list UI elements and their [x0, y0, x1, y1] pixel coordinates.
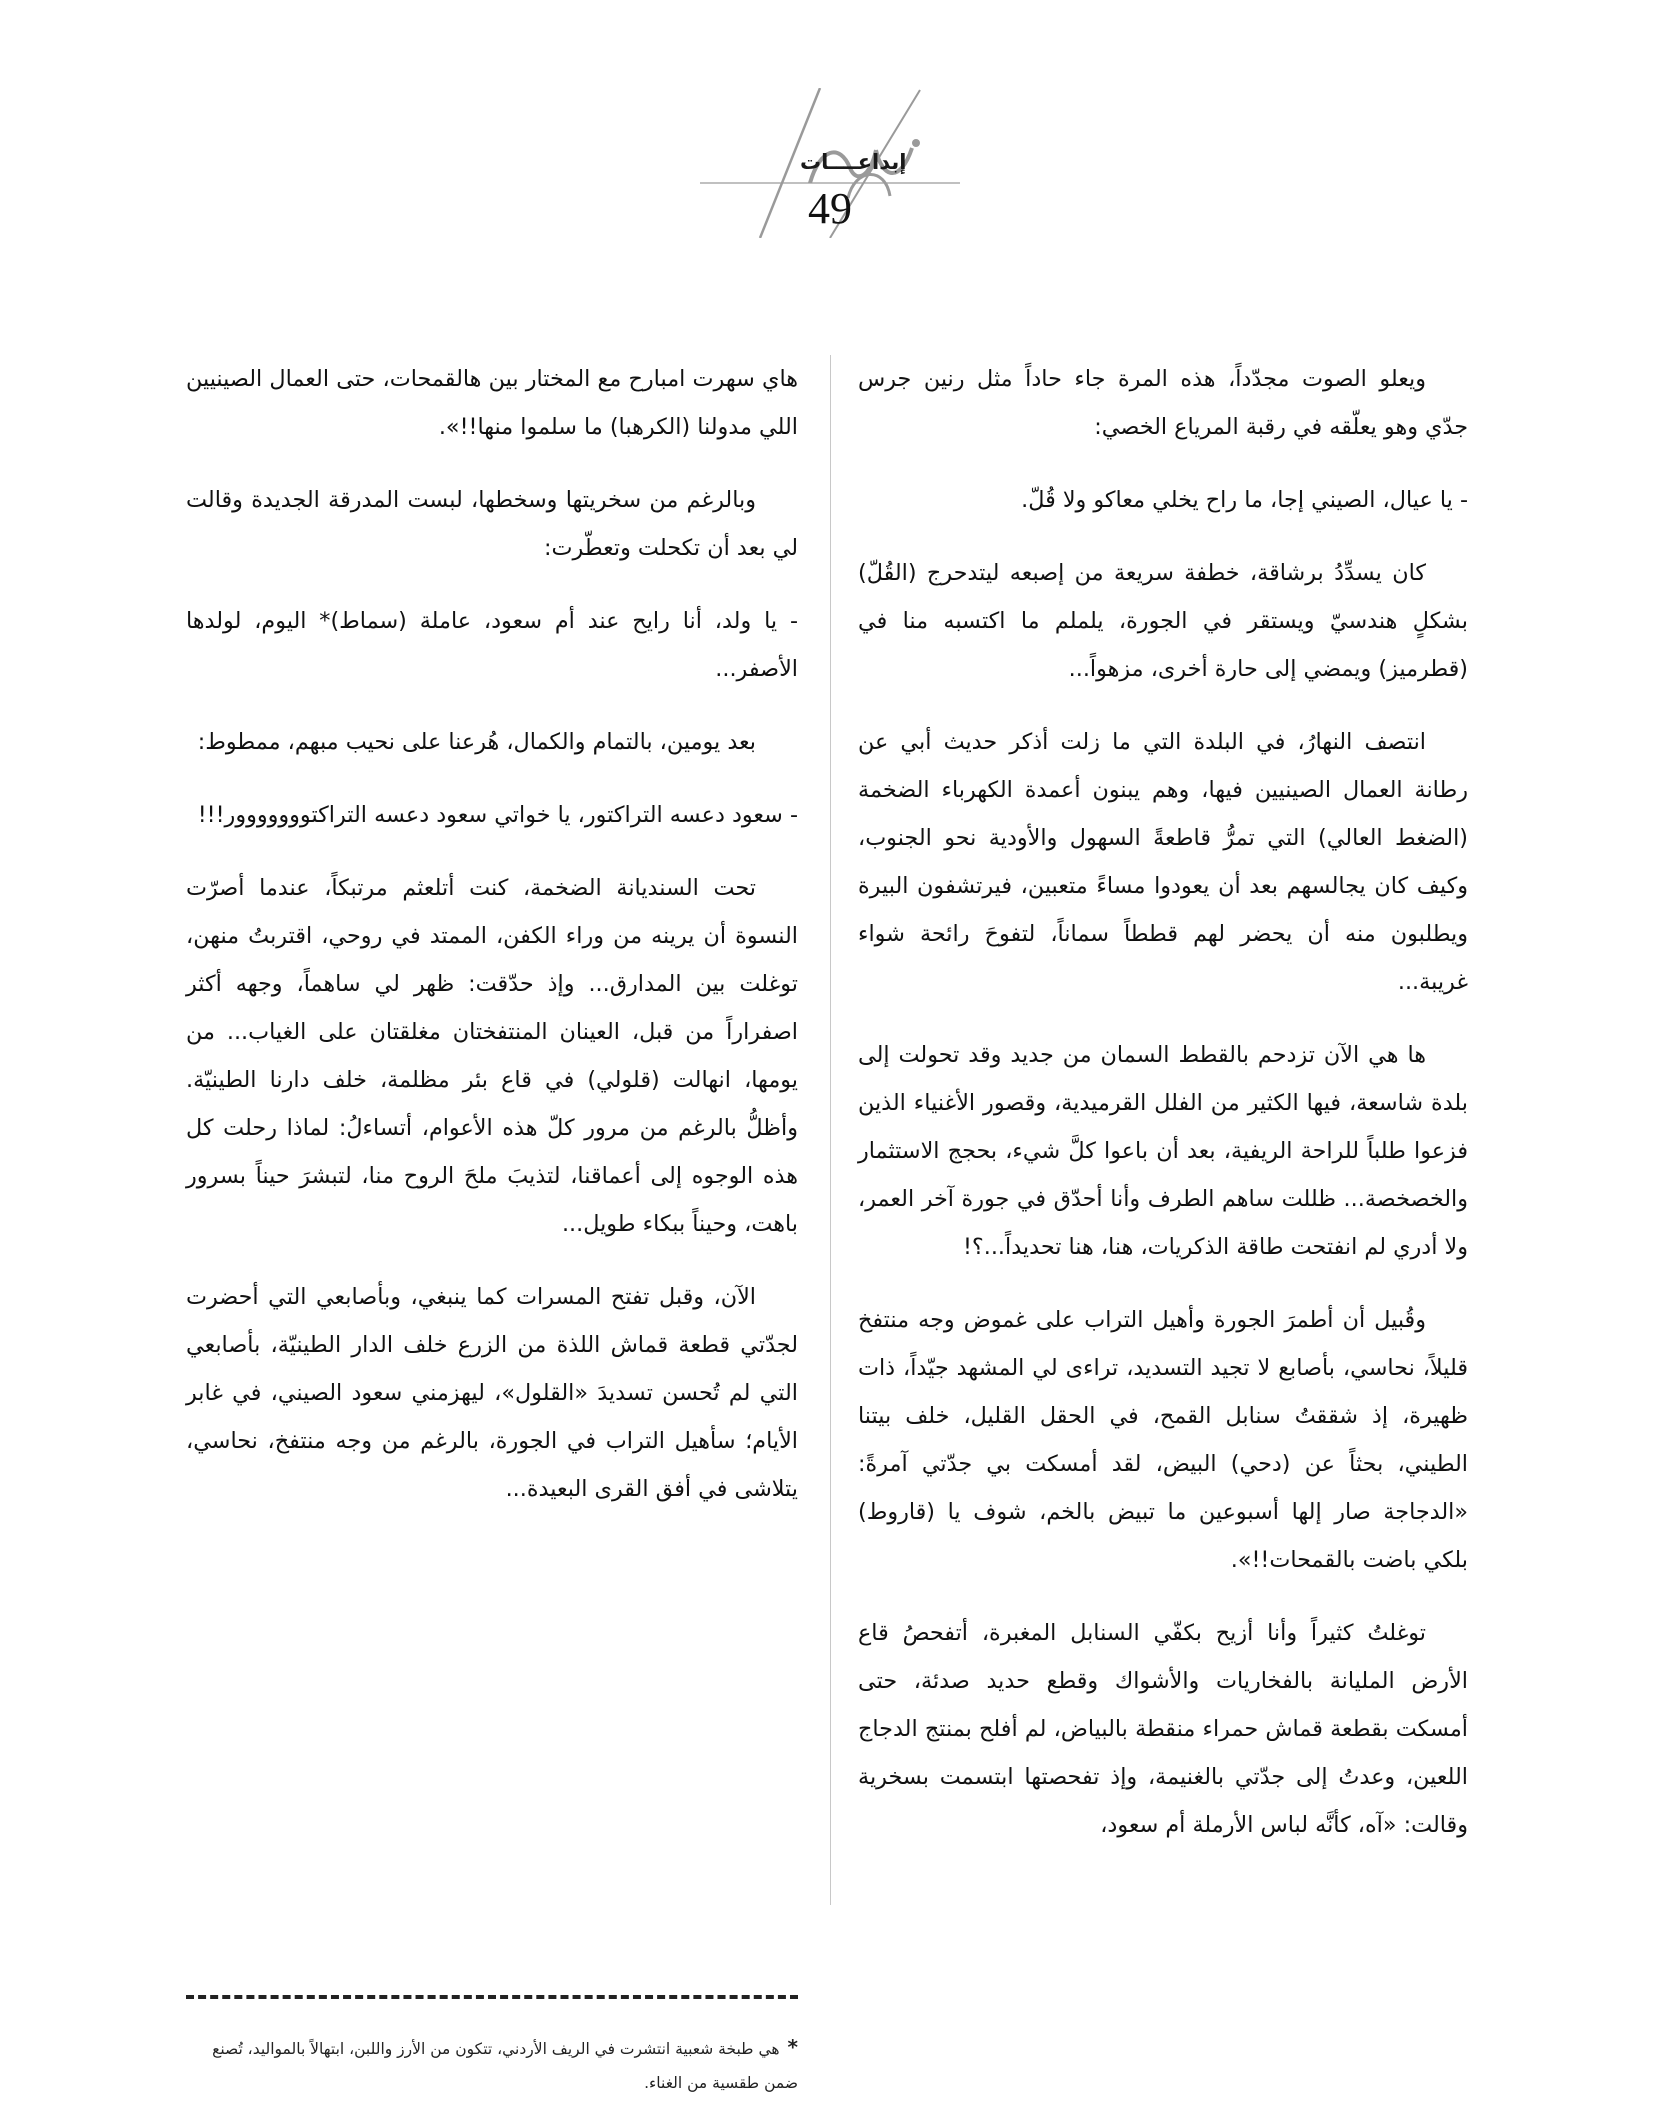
- paragraph: تحت السنديانة الضخمة، كنت أتلعثم مرتبكاً، عندما أصرّت النسوة أن يرينه من وراء الكفن، الممتد في روحي، اقتربتُ منهن، توغلت بين المدارق... وإذ حدّقت: ظهر لي ساهماً، وجهه أكثر اصفراراً من قبل، العينان المنتفختان مغلقتان على الغياب... من يومها، انهالت (قلولي) في قاع بئر مظلمة، خلف دارنا الطينيّة. وأظلُّ بالرغم من مرور كلّ هذه الأعوام، أتساءلُ: لماذا رحلت كل هذه الوجوه إلى أعماقنا، لتذيبَ ملحَ الروح منا، لتبشرَ حيناً بسرور باهت، وحيناً ببكاء طويل...: [186, 875, 798, 1237]
- paragraph: كان يسدِّدُ برشاقة، خطفة سريعة من إصبعه ليتدحرج (القُلّ) بشكلٍ هندسيّ ويستقر في الجورة، يلملم ما اكتسبه منا في (قطرميز) ويمضي إلى حارة أخرى، مزهواً...: [858, 560, 1468, 682]
- paragraph: ها هي الآن تزدحم بالقطط السمان من جديد وقد تحولت إلى بلدة شاسعة، فيها الكثير من الفلل القرميدية، وقصور الأغنياء الذين فزعوا طلباً للراحة الريفية، بعد أن باعوا كلَّ شيء، بحجج الاستثمار والخصخصة... ظللت ساهم الطرف وأنا أحدّق في جورة آخر العمر، ولا أدري لم انفتحت طاقة الذكريات، هنا، هنا تحديداً...؟!: [858, 1042, 1468, 1260]
- paragraph: وقُبيل أن أطمرَ الجورة وأهيل التراب على غموض وجه منتفخ قليلاً، نحاسي، بأصابع لا تجيد التسديد، تراءى لي المشهد جيّداً، ذات ظهيرة، إذ شققتُ سنابل القمح، في الحقل القليل، خلف بيتنا الطيني، بحثاً عن (دحي) البيض، لقد أمسكت بي جدّتي آمرةً: «الدجاجة صار إلها أسبوعين ما تبيض بالخم، شوف يا (قاروط) بلكي باضت بالقمحات!!».: [858, 1307, 1468, 1573]
- dialogue-line: - يا ولد، أنا رايح عند أم سعود، عاملة (سماط)* اليوم، لولدها الأصفر...: [186, 608, 798, 682]
- paragraph: انتصف النهارُ، في البلدة التي ما زلت أذكر حديث أبي عن رطانة العمال الصينيين فيها، وهم يبنون أعمدة الكهرباء الضخمة (الضغط العالي) التي تمرُّ قاطعةً السهول والأودية نحو الجنوب، وكيف كان يجالسهم بعد أن يعودوا مساءً متعبين، فيرتشفون البيرة ويطلبون منه أن يحضر لهم قططاً سماناً، لتفوحَ رائحة شواء غريبة...: [858, 729, 1468, 995]
- paragraph: وبالرغم من سخريتها وسخطها، لبست المدرقة الجديدة وقالت لي بعد أن تكحلت وتعطّرت:: [186, 487, 798, 561]
- page-header: [680, 88, 980, 238]
- footnote: [186, 2030, 798, 2100]
- footnote-separator: [186, 1995, 798, 1999]
- page-number: 49: [808, 184, 852, 233]
- paragraph: الآن، وقبل تفتح المسرات كما ينبغي، وبأصابعي التي أحضرت لجدّتي قطعة قماش اللذة من الزرع خلف الدار الطينيّة، بأصابعي التي لم تُحسن تسديدَ «القلول»، ليهزمني سعود الصيني، في غابر الأيام؛ سأهيل التراب في الجورة، بالرغم من وجه منتفخ، نحاسي، يتلاشى في أفق القرى البعيدة...: [186, 1284, 798, 1502]
- right-text-column: [858, 355, 1468, 1874]
- footnote-text: هي طبخة شعبية انتشرت في الريف الأردني، تتكون من الأرز واللبن، ابتهالاً بالمواليد، تُصنع ضمن طقسية من الغناء.: [212, 2040, 798, 2092]
- section-label: إبداعــــات: [800, 150, 907, 174]
- paragraph: بعد يومين، بالتمام والكمال، هُرعنا على نحيب مبهم، ممطوط:: [197, 729, 756, 755]
- column-divider: [830, 355, 831, 1905]
- dialogue-line: - يا عيال، الصيني إجا، ما راح يخلي معاكو ولا قُلّ.: [1021, 487, 1468, 513]
- paragraph: توغلتُ كثيراً وأنا أزيح بكفّي السنابل المغبرة، أتفحصُ قاع الأرض المليانة بالفخاريات والأشواك وقطع حديد صدئة، حتى أمسكت بقطعة قماش حمراء منقطة بالبياض، لم أفلح بمنتج الدجاج اللعين، وعدتُ إلى جدّتي بالغنيمة، وإذ تفحصتها ابتسمت بسخرية وقالت: «آه، كأنَّه لباس الأرملة أم سعود،: [858, 1620, 1468, 1838]
- left-text-column: [186, 355, 798, 1538]
- dialogue-line: - سعود دعسه التراكتور، يا خواتي سعود دعسه التراكتووووووور!!!: [197, 802, 798, 828]
- paragraph: هاي سهرت امبارح مع المختار بين هالقمحات، حتى العمال الصينيين اللي مدولنا (الكرهبا) ما سلموا منها!!».: [186, 366, 798, 440]
- paragraph: ويعلو الصوت مجدّداً، هذه المرة جاء حاداً مثل رنين جرس جدّي وهو يعلّقه في رقبة المرياع الخصي:: [858, 366, 1468, 440]
- footnote-marker: *: [787, 2035, 798, 2059]
